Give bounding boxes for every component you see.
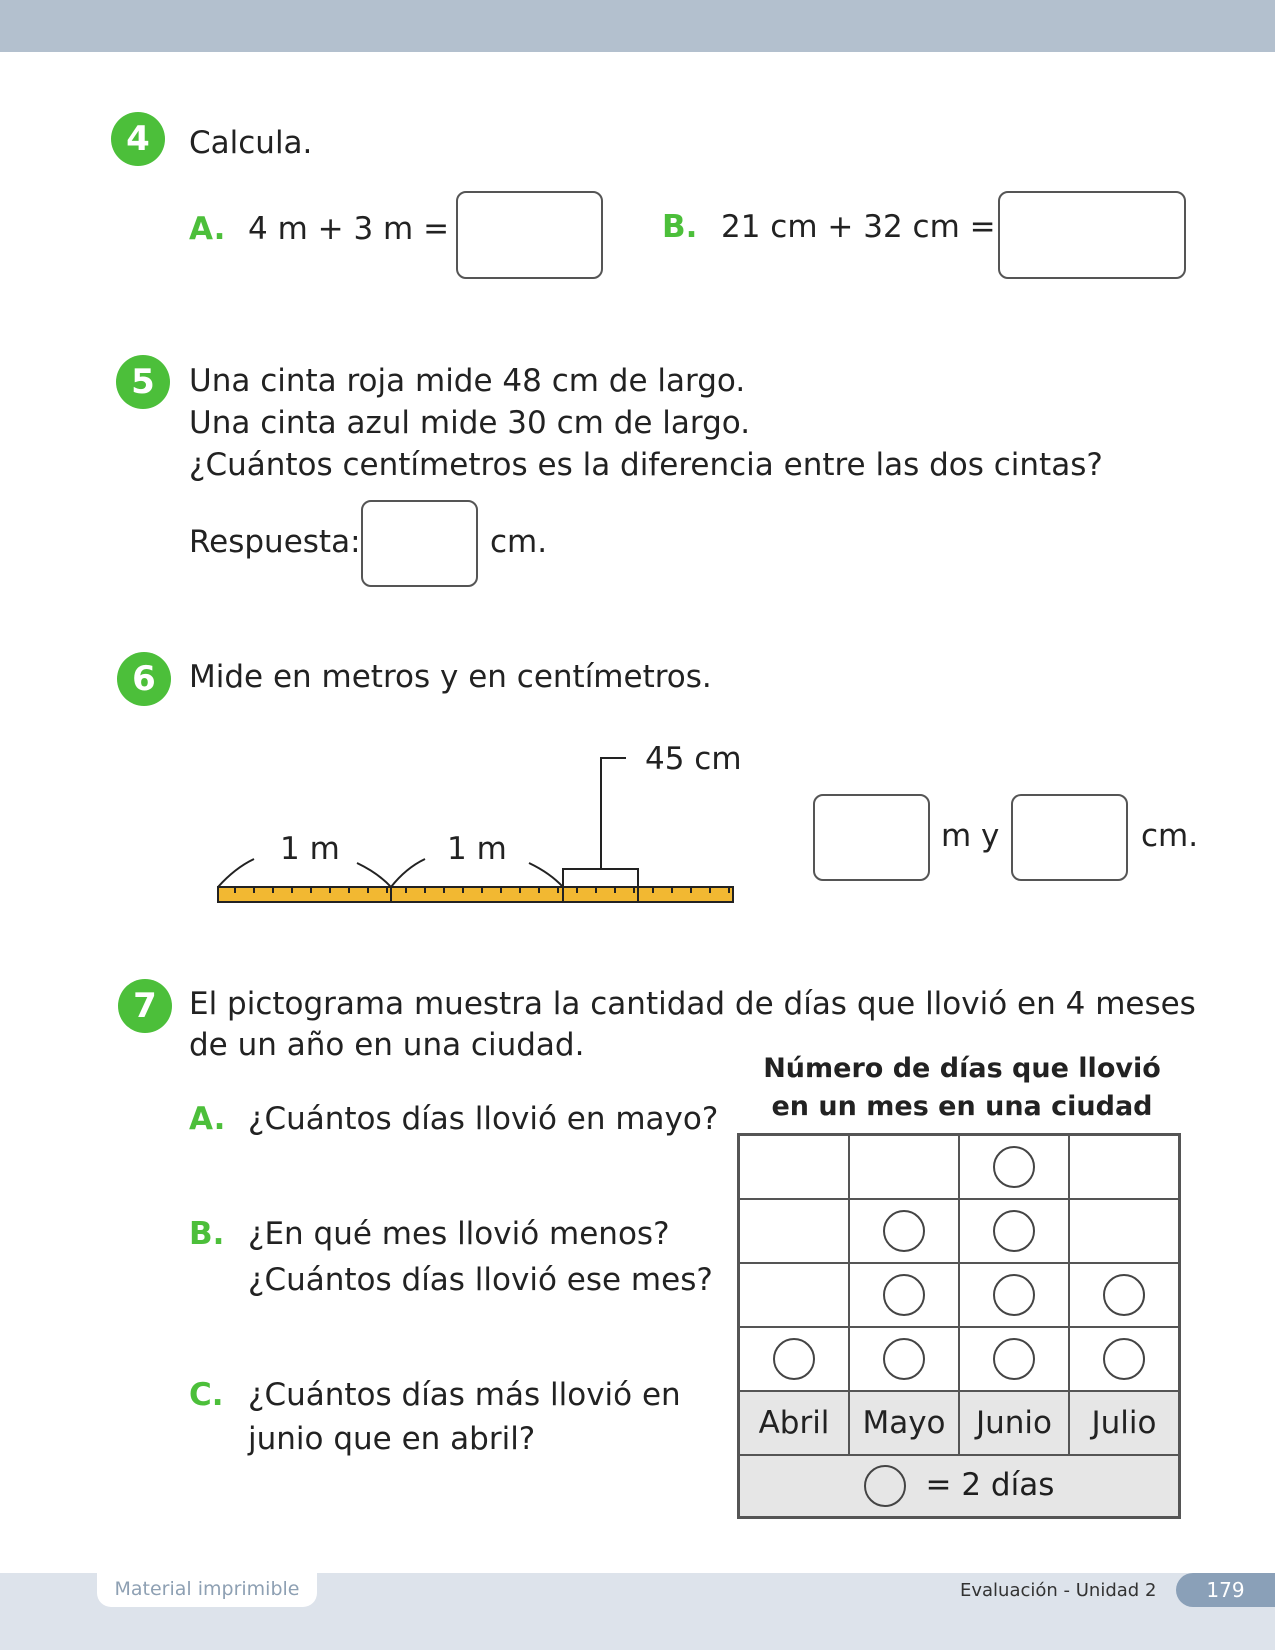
segment-1-label: 1 m <box>280 831 340 867</box>
chart-title-line-1: Número de días que llovió <box>763 1053 1161 1084</box>
extra-segment-box <box>563 869 638 887</box>
pictogram-cell <box>959 1327 1069 1391</box>
q4-a-expression: 4 m + 3 m = <box>248 211 450 247</box>
q7-c-label: C. <box>189 1377 224 1413</box>
q5-answer-prefix: Respuesta: <box>189 524 361 560</box>
pictogram-row <box>739 1135 1180 1200</box>
q6-meters-box[interactable] <box>813 794 930 881</box>
arc-meter-2 <box>529 863 563 887</box>
pictogram-row <box>739 1327 1180 1391</box>
footer-evaluation-label: Evaluación - Unidad 2 <box>960 1580 1157 1601</box>
pictogram-cell <box>739 1263 850 1327</box>
q7-line-1: El pictograma muestra la cantidad de días que llovió en 4 meses <box>189 986 1196 1022</box>
pictogram-cell <box>849 1135 959 1200</box>
q5-line-3: ¿Cuántos centímetros es la diferencia entre las dos cintas? <box>189 447 1103 483</box>
q6-title: Mide en metros y en centímetros. <box>189 659 712 695</box>
q7-c-text-1: ¿Cuántos días más llovió en <box>248 1377 681 1413</box>
pictogram-cell <box>959 1135 1069 1200</box>
rain-circle-icon <box>1103 1338 1145 1380</box>
rain-circle-icon <box>993 1274 1035 1316</box>
q7-b-text-2: ¿Cuántos días llovió ese mes? <box>248 1262 713 1298</box>
pictogram-cell <box>739 1135 850 1200</box>
q6-centimeters-box[interactable] <box>1011 794 1128 881</box>
callout-leader-line <box>601 758 626 869</box>
pictogram-cell <box>849 1327 959 1391</box>
month-label: Abril <box>739 1391 850 1455</box>
question-7-badge: 7 <box>118 979 172 1033</box>
rain-circle-icon <box>993 1146 1035 1188</box>
q7-line-2: de un año en una ciudad. <box>189 1027 585 1063</box>
question-4-badge: 4 <box>111 112 165 166</box>
pictogram-table <box>737 1133 1181 1519</box>
rain-circle-icon <box>993 1210 1035 1252</box>
q7-c-text-2: junio que en abril? <box>248 1421 536 1457</box>
chart-title <box>737 1050 1187 1126</box>
question-6-badge: 6 <box>117 652 171 706</box>
rain-circle-icon <box>993 1338 1035 1380</box>
rain-circle-icon <box>883 1338 925 1380</box>
q4-a-label: A. <box>189 211 226 247</box>
q7-b-label: B. <box>189 1216 225 1252</box>
pictogram-cell <box>1069 1135 1180 1200</box>
q5-line-2: Una cinta azul mide 30 cm de largo. <box>189 405 751 441</box>
pictogram-cell <box>849 1199 959 1263</box>
page-number: 179 <box>1176 1573 1275 1607</box>
q4-b-expression: 21 cm + 32 cm = <box>721 209 996 245</box>
pictogram-cell <box>1069 1199 1180 1263</box>
q6-mid-text: m y <box>941 818 1000 854</box>
pictogram-key <box>739 1455 1180 1518</box>
q7-a-label: A. <box>189 1101 226 1137</box>
pictogram-cell <box>959 1199 1069 1263</box>
month-label: Julio <box>1069 1391 1180 1455</box>
question-4-title: Calcula. <box>189 125 313 161</box>
q7-b-text-1: ¿En qué mes llovió menos? <box>248 1216 670 1252</box>
q5-answer-unit: cm. <box>490 524 548 560</box>
key-text: = 2 días <box>925 1466 1055 1503</box>
pictogram-cell <box>1069 1263 1180 1327</box>
pictogram-cell <box>739 1199 850 1263</box>
pictogram-row <box>739 1263 1180 1327</box>
month-row <box>739 1391 1180 1455</box>
pictogram-cell <box>849 1263 959 1327</box>
q5-line-1: Una cinta roja mide 48 cm de largo. <box>189 363 746 399</box>
tape-body <box>218 887 733 902</box>
q4-b-label: B. <box>662 209 698 245</box>
key-row <box>739 1455 1180 1518</box>
rain-circle-icon <box>773 1338 815 1380</box>
month-label: Mayo <box>849 1391 959 1455</box>
pictogram-cell <box>1069 1327 1180 1391</box>
month-label: Junio <box>959 1391 1069 1455</box>
pictogram-row <box>739 1199 1180 1263</box>
q6-end-text: cm. <box>1141 818 1199 854</box>
pictogram-cell <box>739 1327 850 1391</box>
rain-circle-icon <box>883 1210 925 1252</box>
footer-material-label: Material imprimible <box>97 1573 317 1607</box>
callout-45cm: 45 cm <box>645 741 742 777</box>
rain-circle-icon <box>1103 1274 1145 1316</box>
rain-circle-icon <box>883 1274 925 1316</box>
key-circle-icon <box>864 1465 906 1507</box>
pictogram-cell <box>959 1263 1069 1327</box>
segment-2-label: 1 m <box>447 831 507 867</box>
chart-title-line-2: en un mes en una ciudad <box>771 1091 1153 1122</box>
question-5-badge: 5 <box>116 355 170 409</box>
q7-a-text: ¿Cuántos días llovió en mayo? <box>248 1101 719 1137</box>
